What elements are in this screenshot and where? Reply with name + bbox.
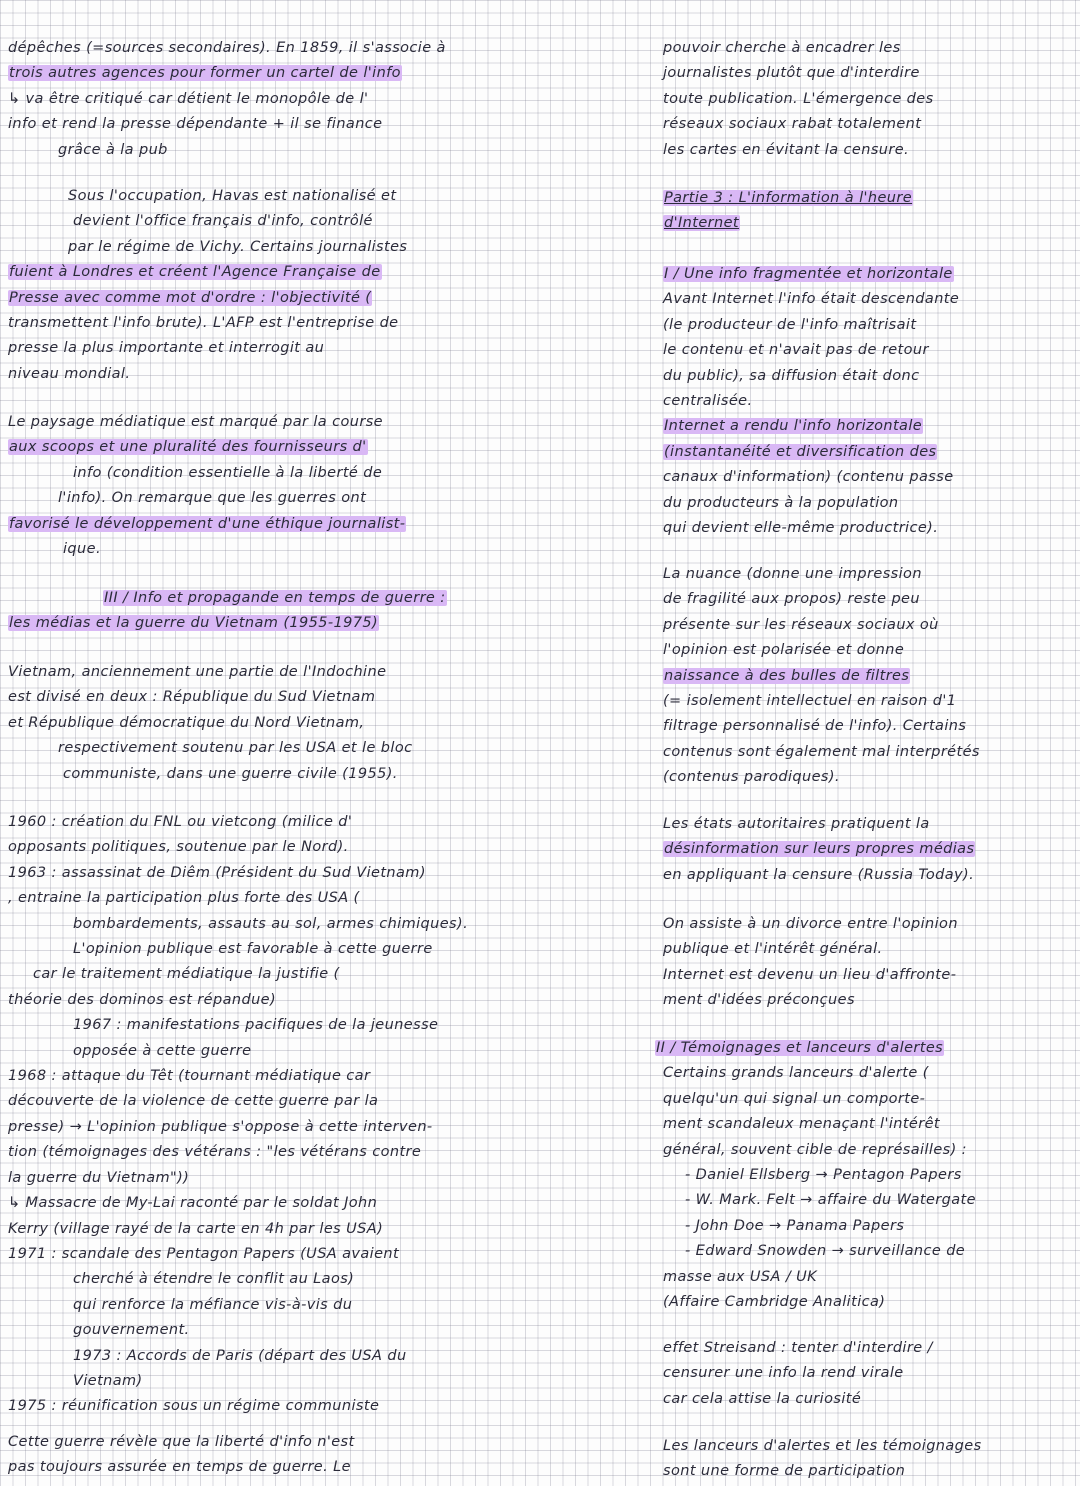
text-line: dépêches (=sources secondaires). En 1859, il s'associe à [8,40,446,56]
timeline-line: Vietnam) [73,1372,143,1389]
timeline-line: 1973 : Accords de Paris (départ des USA du [73,1347,407,1364]
divorce-paragraph [663,912,958,1014]
text-line [663,440,959,465]
timeline-line: tion (témoignages des vétérans : "les vétérans contre [8,1144,422,1161]
text-line: niveau mondial. [8,365,131,382]
text-line: Internet est devenu un lieu d'affronte- [663,966,957,983]
text-line [8,512,406,537]
text-line: Vietnam, anciennement une partie de l'Indochine [8,664,387,680]
text-line: réseaux sociaux rabat totalement [663,116,922,133]
text-line: sont une forme de participation [663,1463,906,1480]
timeline-line: gouvernement. [73,1322,190,1339]
timeline-line: Kerry (village rayé de la carte en 4h par les USA) [8,1220,384,1237]
section-i-block [663,262,959,541]
text-line: La nuance (donne une impression [663,566,922,582]
timeline-line: 1975 : réunification sous un régime communiste [8,1398,380,1415]
text-line: ↳ va être critiqué car détient le monopôle de l' [8,90,369,107]
text-line: présente sur les réseaux sociaux où [663,616,939,633]
text-line: (le producteur de l'info maîtrisait [663,316,917,333]
section-iii-heading [8,586,447,637]
vietnam-timeline [8,810,468,1420]
text-line [8,435,406,460]
highlight: trois autres agences pour former un cartel de l'info [9,65,401,82]
text-line: ment scandaleux menaçant l'intérêt [663,1116,941,1133]
text-line: l'info). On remarque que les guerres ont [58,490,367,507]
highlight: favorisé le développement d'une éthique journalist- [9,515,406,532]
text-line [663,414,959,439]
highlight: d'Internet [664,215,740,232]
text-line: (= isolement intellectuel en raison d'1 [663,693,957,710]
text-line: effet Streisand : tenter d'interdire / [663,1340,933,1356]
text-line: du producteurs à la population [663,494,899,511]
text-line [8,61,446,86]
text-line: respectivement soutenu par les USA et le bloc [58,740,413,757]
text-line: et République démocratique du Nord Vietnam, [8,714,365,731]
whistleblower-item: - Daniel Ellsberg → Pentagon Papers [685,1167,962,1184]
timeline-line: 1971 : scandale des Pentagon Papers (USA avaient [8,1245,400,1262]
text-line: pas toujours assurée en temps de guerre. Le [8,1459,351,1476]
conclusion-paragraph [8,1430,355,1481]
text-line: l'opinion est polarisée et donne [663,642,905,659]
highlight: I / Une info fragmentée et horizontale [664,266,953,282]
timeline-line: opposants politiques, soutenue par le Nord). [8,839,349,856]
timeline-line: 1960 : création du FNL ou vietcong (milice d' [8,814,353,830]
text-line: Cette guerre révèle que la liberté d'info n'est [8,1434,355,1450]
text-line: pouvoir cherche à encadrer les [663,40,901,56]
part-title-line [663,186,913,211]
text-line: devient l'office français d'info, contrôlé [73,213,373,230]
part-title-line [663,211,913,236]
highlight: Internet a rendu l'info horizontale [664,418,923,435]
highlight: Presse avec comme mot d'ordre : l'objectivité ( [9,289,372,306]
text-line: (Affaire Cambridge Analitica) [663,1294,886,1311]
text-line: qui devient elle-même productrice). [663,520,939,537]
highlight: (instantanéité et diversification des [664,443,937,460]
text-line: Les lanceurs d'alertes et les témoignages [663,1438,982,1454]
whistleblower-item: - Edward Snowden → surveillance de [685,1243,966,1260]
highlight: naissance à des bulles de filtres [664,667,910,684]
text-line: est divisé en deux : République du Sud Vietnam [8,689,376,706]
occupation-paragraph [8,184,407,387]
text-line [8,286,407,311]
text-line: Sous l'occupation, Havas est nationalisé et [68,188,397,204]
timeline-line: découverte de la violence de cette guerre par la [8,1093,379,1110]
text-line: Certains grands lanceurs d'alerte ( [663,1065,929,1082]
highlight: II / Témoignages et lanceurs d'alertes [656,1040,944,1056]
text-line: grâce à la pub [58,141,168,158]
nuance-paragraph [663,562,980,791]
text-line: de fragilité aux propos) reste peu [663,591,920,608]
text-line: canaux d'information) (contenu passe [663,469,954,486]
section-title [655,1036,976,1061]
text-line: ment d'idées préconçues [663,992,855,1009]
text-line: info (condition essentielle à la liberté de [73,464,383,481]
text-line: filtrage personnalisé de l'info). Certains [663,718,967,735]
timeline-line: L'opinion publique est favorable à cette guerre [73,941,433,958]
whistleblower-item: - John Doe → Panama Papers [685,1217,905,1234]
vietnam-paragraph [8,660,412,787]
timeline-line: cherché à étendre le conflit au Laos) [73,1271,355,1288]
text-line: transmettent l'info brute). L'AFP est l'entreprise de [8,315,399,332]
text-line: info et rend la presse dépendante + il se finance [8,116,383,133]
etats-autoritaires-paragraph [663,812,975,888]
text-line [663,664,980,689]
timeline-line: presse) → L'opinion publique s'oppose à cette interven- [8,1118,433,1135]
text-line: journalistes plutôt que d'interdire [663,65,920,82]
text-line: presse la plus importante et interrogit au [8,340,325,357]
section-ii-block [655,1036,976,1315]
timeline-line: ↳ Massacre de My-Lai raconté par le soldat John [8,1195,378,1212]
text-line: censurer une info la rend virale [663,1365,904,1382]
text-line: Avant Internet l'info était descendante [663,291,960,308]
censure-paragraph [663,36,934,163]
text-line: le contenu et n'avait pas de retour [663,342,929,359]
paysage-paragraph [8,410,406,562]
timeline-line: théorie des dominos est répandue) [8,991,277,1008]
havas-cartel-paragraph [8,36,446,163]
text-line: On assiste à un divorce entre l'opinion [663,916,958,932]
highlight: les médias et la guerre du Vietnam (1955-1975) [9,615,379,632]
whistleblower-item: - W. Mark. Felt → affaire du Watergate [685,1192,976,1209]
text-line: centralisée. [663,393,753,410]
text-line: les cartes en évitant la censure. [663,141,910,158]
text-line: Les états autoritaires pratiquent la [663,816,930,832]
text-line: en appliquant la censure (Russia Today). [663,866,975,883]
text-line: (contenus parodiques). [663,769,840,786]
highlight: aux scoops et une pluralité des fournisseurs d' [9,439,367,456]
text-line: ique. [63,541,101,558]
text-line: masse aux USA / UK [663,1268,818,1285]
text-line: contenus sont également mal interprétés [663,743,980,760]
highlight: Partie 3 : L'information à l'heure [664,190,913,206]
text-line: car cela attise la curiosité [663,1390,862,1407]
text-line [8,260,407,285]
highlight: désinformation sur leurs propres médias [664,841,975,858]
timeline-line: car le traitement médiatique la justifie ( [33,966,340,983]
timeline-line: 1968 : attaque du Têt (tournant médiatique car [8,1068,371,1085]
timeline-line: la guerre du Vietnam")) [8,1169,190,1186]
text-line: Le paysage médiatique est marqué par la course [8,414,383,430]
partie-3-heading [663,186,913,237]
timeline-line: 1967 : manifestations pacifiques de la jeunesse [73,1017,439,1034]
text-line: communiste, dans une guerre civile (1955). [63,765,398,782]
timeline-line: bombardements, assauts au sol, armes chimiques). [73,915,469,932]
section-subtitle [8,611,447,636]
streisand-paragraph [663,1336,933,1412]
text-line: général, souvent cible de représailles) : [663,1141,967,1158]
timeline-line: opposée à cette guerre [73,1042,252,1059]
text-line: quelqu'un qui signal un comporte- [663,1090,926,1107]
timeline-line: 1963 : assassinat de Diêm (Président du Sud Vietnam) [8,864,426,881]
text-line: publique et l'intérêt général. [663,941,883,958]
text-line [663,837,975,862]
section-title [663,262,959,287]
timeline-line: , entraine la participation plus forte des USA ( [8,890,360,907]
section-title [8,586,447,611]
timeline-line: qui renforce la méfiance vis-à-vis du [73,1296,353,1313]
text-line: toute publication. L'émergence des [663,90,934,107]
text-line: par le régime de Vichy. Certains journalistes [68,238,408,255]
lanceurs-paragraph [663,1434,982,1485]
highlight: III / Info et propagande en temps de guerre : [104,590,446,606]
highlight: fuient à Londres et créent l'Agence Française de [9,264,381,281]
text-line: du public), sa diffusion était donc [663,367,920,384]
